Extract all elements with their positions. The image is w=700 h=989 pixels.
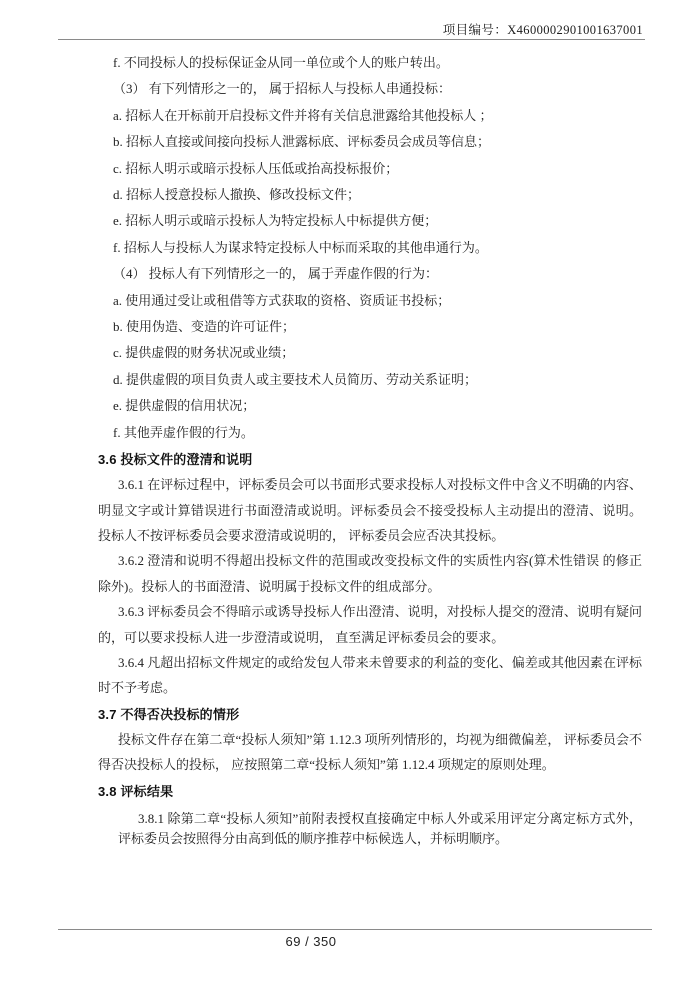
header-project-number: 项目编号：X4600002901001637001 [442,23,643,37]
list-item: a. 招标人在开标前开启投标文件并将有关信息泄露给其他投标人 ； [113,107,493,123]
list-item: d. 提供虚假的项目负责人或主要技术人员简历、劳动关系证明； [113,371,478,387]
paragraph-3-8-1: 3.8.1 除第二章“投标人须知”前附表授权直接确定中标人外或采用评定分离定标方式外，评标委员会按照得分由高到低的顺序推荐中标候选人，并标明顺序。 [118,810,642,847]
list-item: b. 招标人直接或间接向投标人泄露标底、评标委员会成员等信息； [113,134,491,150]
paragraph-3-6-4: 3.6.4 凡超出招标文件规定的或给发包人带来未曾要求的利益的变化、偏差或其他因素在评标时不予考虑。 [98,654,642,696]
list-item: e. 提供虚假的信用状况； [113,398,256,414]
footer-rule [58,929,652,930]
paragraph-3-6-3: 3.6.3 评标委员会不得暗示或诱导投标人作出澄清、说明，对投标人提交的澄清、说明有疑问的，可以要求投标人进一步澄清或说明， 直至满足评标委员会的要求。 [98,604,642,645]
section-3-6-heading: 3.6 投标文件的澄清和说明 [98,452,253,468]
page-indicator: 69 / 350 [285,934,337,949]
section-3-7-heading: 3.7 不得否决投标的情形 [98,706,240,722]
list-item: c. 提供虚假的财务状况或业绩； [113,345,295,361]
list-item: f. 其他弄虚作假的行为。 [113,424,254,440]
list-item: （4） 投标人有下列情形之一的， 属于弄虚作假的行为： [113,266,439,282]
section-3-8-heading: 3.8 评标结果 [98,783,174,799]
paragraph-3-7: 投标文件存在第二章“投标人须知”第 1.12.3 项所列情形的，均视为细微偏差， 评标委员会不得否决投标人的投标， 应按照第二章“投标人须知”第 1.12.4 项规定的原则处理。 [98,731,642,773]
list-item: f. 不同投标人的投标保证金从同一单位或个人的账户转出。 [113,55,449,70]
list-item: b. 使用伪造、变造的许可证件； [113,319,296,335]
document-body [98,50,642,850]
list-item: f. 招标人与投标人为谋求特定投标人中标而采取的其他串通行为。 [113,239,488,255]
paragraph-3-6-1: 3.6.1 在评标过程中，评标委员会可以书面形式要求投标人对投标文件中含义不明确的内容、明显文字或计算错误进行书面澄清或说明。评标委员会不接受投标人主动提出的澄清、说明。投标人不按评标委员会要求澄清或说明的， 评标委员会应否决其投标。 [98,477,642,543]
list-item: e. 招标人明示或暗示投标人为特定投标人中标提供方便； [113,213,438,229]
list-item: a. 使用通过受让或租借等方式获取的资格、资质证书投标； [113,292,451,308]
list-item: d. 招标人授意投标人撤换、修改投标文件； [113,187,361,203]
list-item: （3） 有下列情形之一的， 属于招标人与投标人串通投标： [113,81,452,97]
list-item: c. 招标人明示或暗示投标人压低或抬高投标报价； [113,160,399,176]
header-rule [58,39,645,40]
paragraph-3-6-2: 3.6.2 澄清和说明不得超出投标文件的范围或改变投标文件的实质性内容(算术性错误 的修正除外)。投标人的书面澄清、说明属于投标文件的组成部分。 [98,553,642,594]
